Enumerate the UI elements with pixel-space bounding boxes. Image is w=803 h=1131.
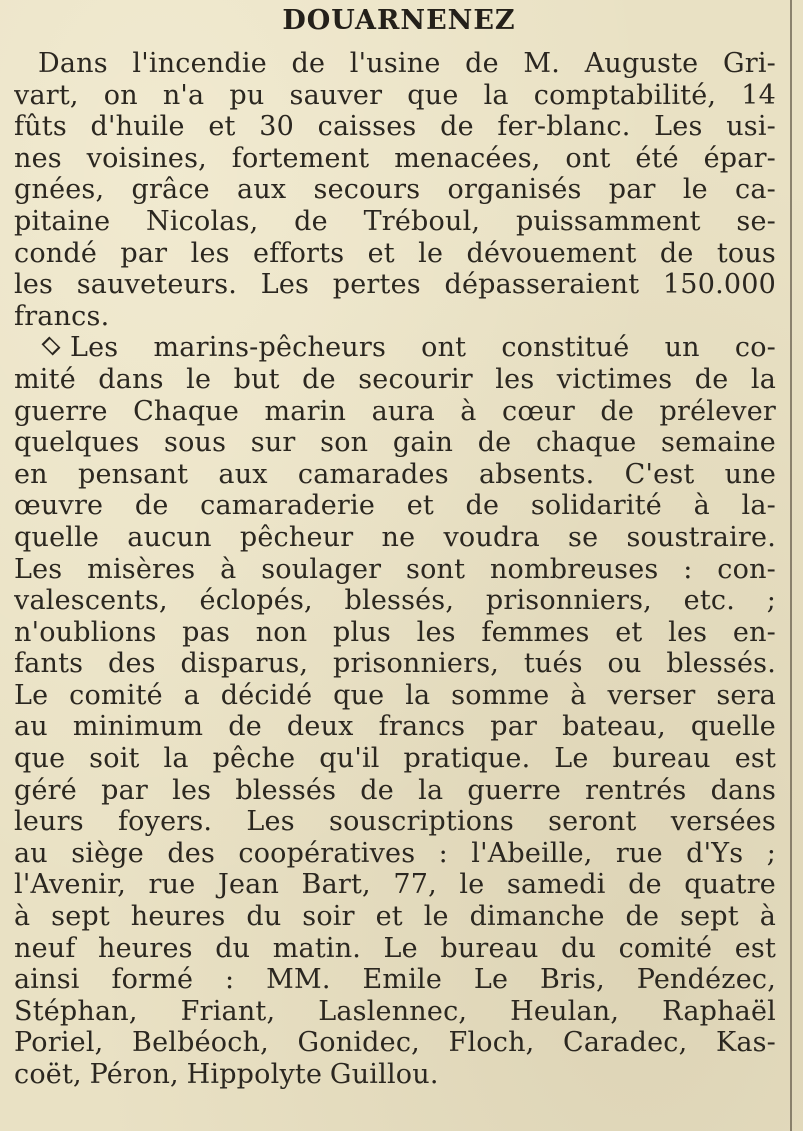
text-line-content: nes voisines, fortement menacées, ont été épar- [14,142,776,174]
text-line-content: vart, on n'a pu sauver que la comptabilité, 14 [14,79,776,111]
text-line [14,1059,776,1091]
text-line-content: en pensant aux camarades absents. C'est une [14,458,776,490]
column-rule [790,0,792,1131]
newspaper-column [14,4,784,1124]
text-line [14,648,776,680]
article-paragraph [14,332,784,1090]
text-line-content: au siège des coopératives : l'Abeille, rue d'Ys ; [14,837,776,869]
text-line [14,1027,776,1059]
text-line [14,869,776,901]
text-line-content: coët, Péron, Hippolyte Guillou. [14,1059,439,1090]
text-line-content: gnées, grâce aux secours organisés par le ca- [14,174,776,206]
text-line [14,48,776,80]
text-line [14,174,776,206]
text-line [14,711,776,743]
text-line-content: guerre Chaque marin aura à cœur de prélever [14,395,776,427]
text-line [14,143,776,175]
text-line-content: valescents, éclopés, blessés, prisonniers, etc. ; [14,585,776,617]
text-line [14,427,776,459]
text-line [14,238,776,270]
text-line [14,554,776,586]
text-line-content: ainsi formé : MM. Emile Le Bris, Pendézec, [14,964,776,996]
text-line-content: condé par les efforts et le dévouement de tous [14,237,776,269]
text-line-content: fants des disparus, prisonniers, tués ou blessés. [14,648,776,680]
text-line-content: quelle aucun pêcheur ne voudra se soustraire. [14,521,776,553]
text-line [14,806,776,838]
text-line-content: Les misères à soulager sont nombreuses : con- [14,553,776,585]
text-line [14,680,776,712]
article-paragraph [14,48,784,332]
text-line [14,459,776,491]
text-line [14,964,776,996]
text-line-content: œuvre de camaraderie et de solidarité à la- [14,490,776,522]
text-line [14,901,776,933]
text-line [14,301,776,333]
text-line [14,775,776,807]
text-line [14,364,776,396]
article-body [14,48,784,1091]
text-line-content: pitaine Nicolas, de Tréboul, puissamment se- [14,205,776,237]
text-line-content: francs. [14,300,110,332]
text-line-content: neuf heures du matin. Le bureau du comité est [14,932,776,964]
text-line-content: n'oublions pas non plus les femmes et les en- [14,616,776,648]
text-line [14,743,776,775]
text-line [14,933,776,965]
text-line-content: Le comité a décidé que la somme à verser sera [14,679,776,711]
text-line [14,332,776,364]
text-line [14,396,776,428]
text-line-content: que soit la pêche qu'il pratique. Le bureau est [14,743,776,775]
text-line-content: l'Avenir, rue Jean Bart, 77, le samedi de quatre [14,869,776,901]
diamond-bullet-icon [42,336,61,355]
text-line-content: mité dans le but de secourir les victimes de la [14,363,776,395]
text-line [14,80,776,112]
text-line-content: Dans l'incendie de l'usine de M. Auguste Gri- [38,48,776,79]
text-line-content: Stéphan, Friant, Laslennec, Heulan, Raphaël [14,995,776,1027]
text-line-content: quelques sous sur son gain de chaque semaine [14,427,776,459]
text-line [14,490,776,522]
text-line [14,996,776,1028]
text-line [14,522,776,554]
text-line-content: les sauveteurs. Les pertes dépasseraient 150.000 [14,269,776,301]
text-line [14,838,776,870]
text-line-content: Les marins-pêcheurs ont constitué un co- [70,332,776,364]
text-line-content: au minimum de deux francs par bateau, quelle [14,711,776,743]
text-line [14,269,776,301]
text-line-content: fûts d'huile et 30 caisses de fer-blanc. Les usi- [14,111,776,143]
text-line [14,617,776,649]
text-line-content: leurs foyers. Les souscriptions seront versées [14,806,776,838]
text-line [14,111,776,143]
text-line-content: à sept heures du soir et le dimanche de sept à [14,901,776,933]
text-line-content: géré par les blessés de la guerre rentrés dans [14,774,776,806]
text-line [14,585,776,617]
text-line [14,206,776,238]
article-heading: DOUARNENEZ [282,5,516,36]
text-line-content: Poriel, Belbéoch, Gonidec, Floch, Caradec, Kas- [14,1027,776,1059]
